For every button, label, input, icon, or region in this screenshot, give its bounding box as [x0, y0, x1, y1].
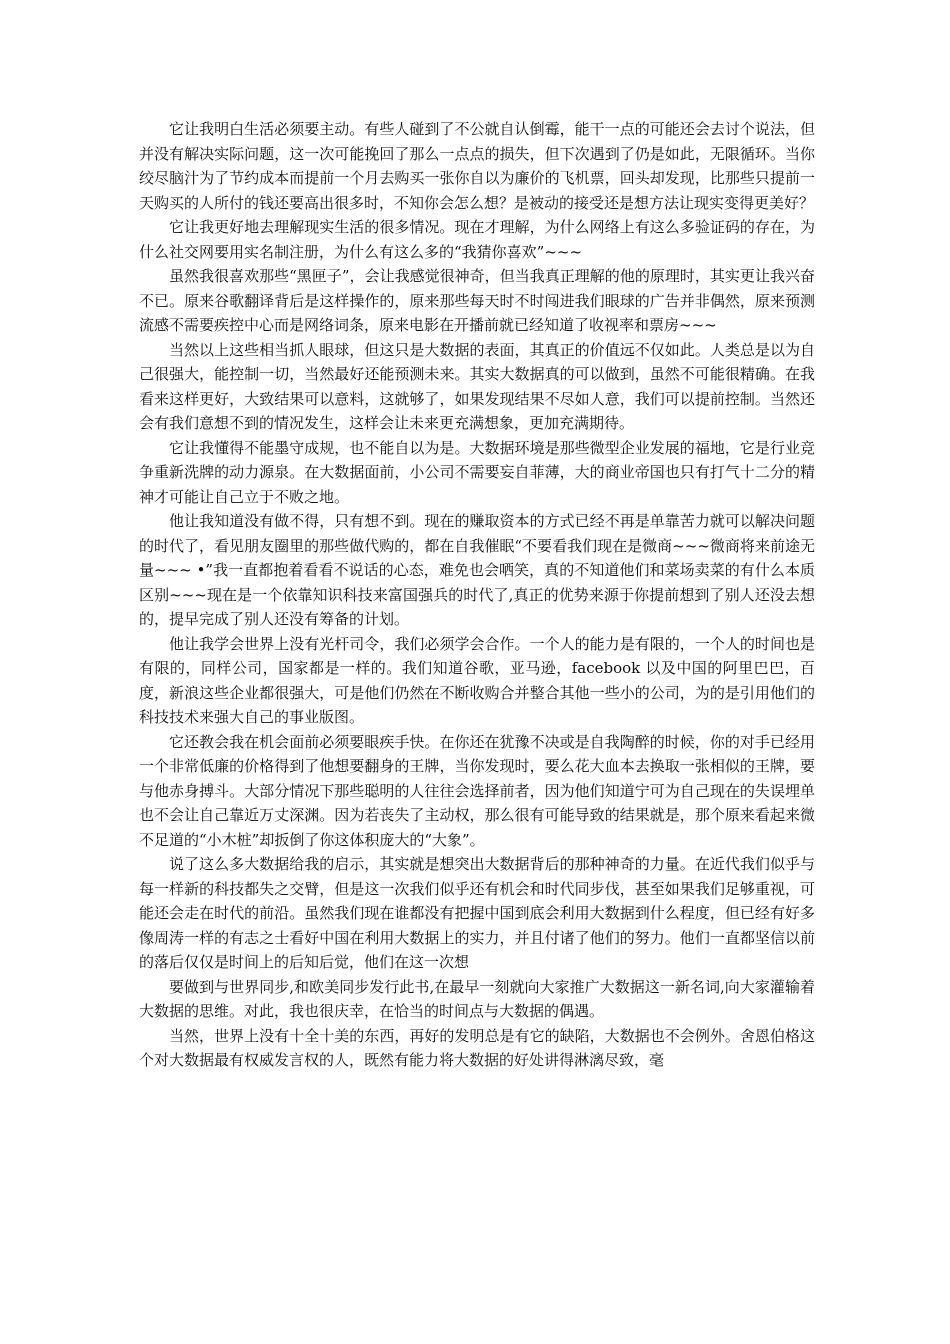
paragraph: 当然，世界上没有十全十美的东西，再好的发明总是有它的缺陷，大数据也不会例外。舍恩伯格这个对大数据最有权威发言权的人，既然有能力将大数据的好处讲得淋漓尽致，毫 [139, 1026, 815, 1069]
paragraph: 他让我知道没有做不得，只有想不到。现在的赚取资本的方式已经不再是单靠苦力就可以解决问题的时代了，看见朋友圈里的那些做代购的，都在自我催眠“不要看我们现在是微商~~~微商将来前途无量~~~ •”我一直都抱着看看不说话的心态，难免也会哂笑，真的不知道他们和菜场卖菜的有什么本质区别~~~现在是一个依靠知识科技来富国强兵的时代了,真正的优势来源于你提前想到了别人还没去想的，提早完成了别人还没有筹备的计划。 [139, 512, 815, 628]
paragraph: 当然以上这些相当抓人眼球，但这只是大数据的表面，其真正的价值远不仅如此。人类总是以为自己很强大，能控制一切，当然最好还能预测未来。其实大数据真的可以做到，虽然不可能很精确。在我看来这样更好，大致结果可以意料，这就够了，如果发现结果不尽如人意，我们可以提前控制。当然还会有我们意想不到的情况发生，这样会让未来更充满想象，更加充满期待。 [139, 340, 815, 432]
paragraph: 说了这么多大数据给我的启示，其实就是想突出大数据背后的那种神奇的力量。在近代我们似乎与每一样新的科技都失之交臂，但是这一次我们似乎还有机会和时代同步伐，甚至如果我们足够重视，可能还会走在时代的前沿。虽然我们现在谁都没有把握中国到底会利用大数据到什么程度，但已经有好多像周涛一样的有志之士看好中国在利用大数据上的实力，并且付诸了他们的努力。他们一直都坚信以前的落后仅仅是时间上的后知后觉，他们在这一次想 [139, 855, 815, 971]
paragraph: 它还教会我在机会面前必须要眼疾手快。在你还在犹豫不决或是自我陶醉的时候，你的对手已经用一个非常低廉的价格得到了他想要翻身的王牌，当你发现时，要么花大血本去换取一张相似的王牌，要与他赤身搏斗。大部分情况下那些聪明的人往往会选择前者，因为他们知道宁可为自己现在的失误埋单也不会让自己靠近万丈深渊。因为若丧失了主动权，那么很有可能导致的结果就是，那个原来看起来微不足道的“小木桩”却扳倒了你这体积庞大的“大象”。 [139, 732, 815, 849]
paragraph: 它让我懂得不能墨守成规，也不能自以为是。大数据环境是那些微型企业发展的福地，它是行业竞争重新洗牌的动力源泉。在大数据面前，小公司不需要妄自菲薄，大的商业帝国也只有打气十二分的精神才可能让自己立于不败之地。 [139, 438, 815, 506]
document-body [139, 117, 815, 1073]
paragraph: 虽然我很喜欢那些“黑匣子”，会让我感觉很神奇，但当我真正理解的他的原理时，其实更让我兴奋不已。原来谷歌翻译背后是这样操作的，原来那些每天时不时闯进我们眼球的广告并非偶然，原来预测流感不需要疾控中心而是网络词条，原来电影在开播前就已经知道了收视率和票房~~~ [139, 267, 815, 334]
paragraph: 他让我学会世界上没有光杆司令，我们必须学会合作。一个人的能力是有限的，一个人的时间也是有限的，同样公司，国家都是一样的。我们知道谷歌，亚马逊，facebook 以及中国的阿里巴巴，百度，新浪这些企业都很强大，可是他们仍然在不断收购合并整合其他一些小的公司，为的是引用他们的科技技术来强大自己的事业版图。 [139, 634, 815, 726]
paragraph: 要做到与世界同步,和欧美同步发行此书,在最早一刻就向大家推广大数据这一新名词,向大家灌输着大数据的思维。对此，我也很庆幸，在恰当的时间点与大数据的偶遇。 [139, 977, 815, 1020]
paragraph: 它让我明白生活必须要主动。有些人碰到了不公就自认倒霉，能干一点的可能还会去讨个说法，但并没有解决实际问题，这一次可能挽回了那么一点点的损失，但下次遇到了仍是如此，无限循环。当你绞尽脑汁为了节约成本而提前一个月去购买一张你自以为廉价的飞机票，回头却发现，比那些只提前一天购买的人所付的钱还要高出很多时，不知你会怎么想？是被动的接受还是想方法让现实变得更美好？ [139, 120, 815, 212]
paragraph: 它让我更好地去理解现实生活的很多情况。现在才理解，为什么网络上有这么多验证码的存在，为什么社交网要用实名制注册，为什么有这么多的“我猜你喜欢”~~~ [139, 218, 815, 261]
